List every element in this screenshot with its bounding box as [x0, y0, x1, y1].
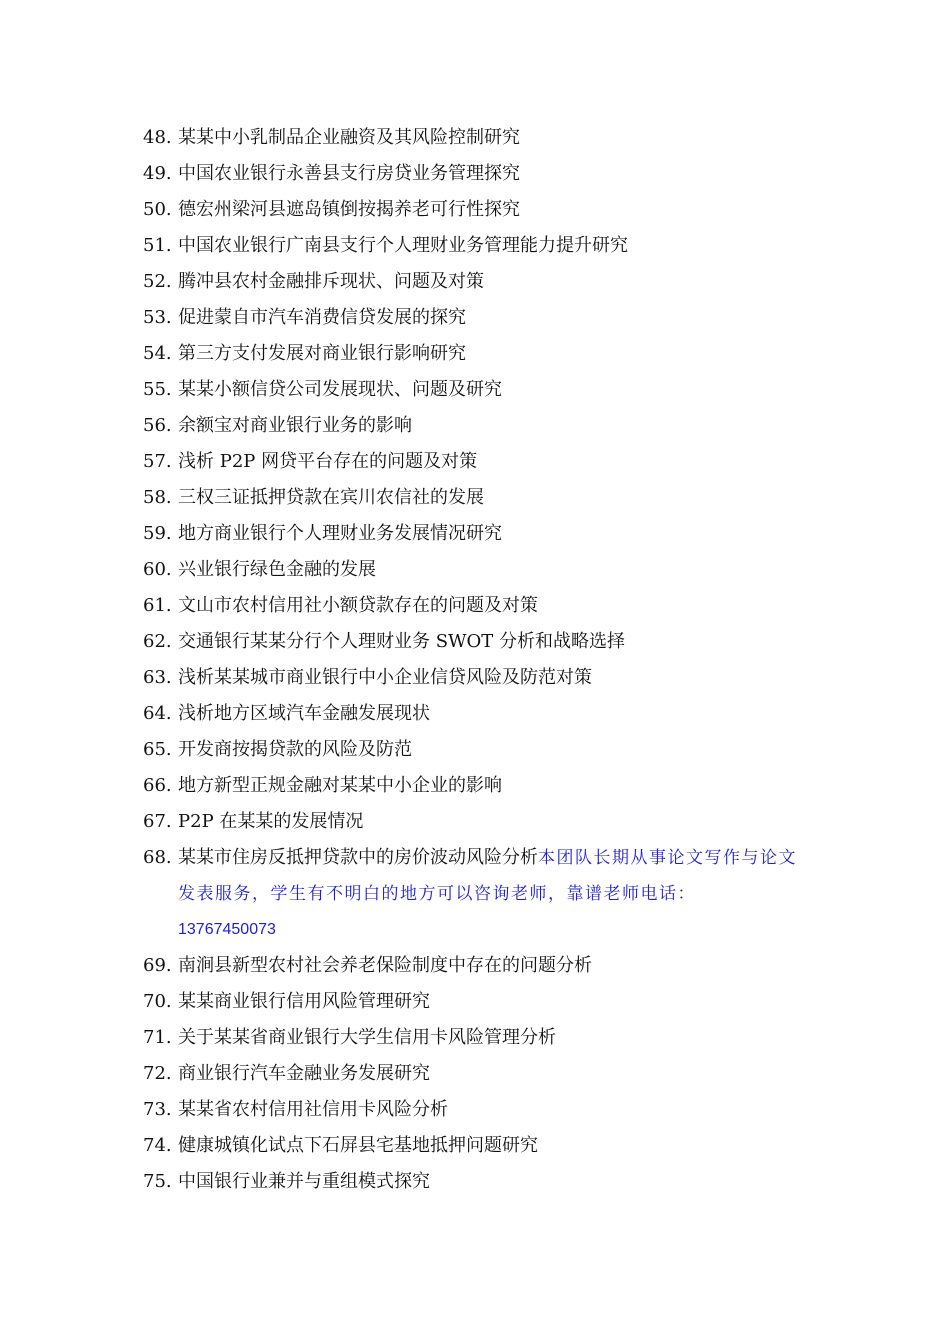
item-number: 51. — [143, 235, 172, 256]
item-number: 71. — [143, 1027, 172, 1048]
item-title: 浅析地方区域汽车金融发展现状 — [178, 703, 430, 724]
item-number: 57. — [143, 451, 172, 472]
item-number: 63. — [143, 667, 172, 688]
list-item — [143, 984, 808, 1020]
list-item — [143, 552, 808, 588]
item-number: 67. — [143, 811, 172, 832]
item-number: 69. — [143, 955, 172, 976]
list-item — [143, 660, 808, 696]
item-number: 65. — [143, 739, 172, 760]
item-title: 腾冲县农村金融排斥现状、问题及对策 — [178, 271, 484, 292]
item-number: 64. — [143, 703, 172, 724]
list-item — [143, 804, 808, 840]
item-title: 中国银行业兼并与重组模式探究 — [178, 1171, 430, 1192]
list-item — [143, 1020, 808, 1056]
item-title: 南涧县新型农村社会养老保险制度中存在的问题分析 — [178, 955, 592, 976]
item-title: P2P 在某某的发展情况 — [178, 811, 364, 832]
list-item — [143, 1056, 808, 1092]
item-title: 地方商业银行个人理财业务发展情况研究 — [178, 523, 502, 544]
item-number: 49. — [143, 163, 172, 184]
list-item — [143, 516, 808, 552]
item-title: 第三方支付发展对商业银行影响研究 — [178, 343, 466, 364]
item-title: 健康城镇化试点下石屏县宅基地抵押问题研究 — [178, 1135, 538, 1156]
item-number: 52. — [143, 271, 172, 292]
list-item — [143, 156, 808, 192]
item-title: 某某省农村信用社信用卡风险分析 — [178, 1099, 448, 1120]
item-number: 75. — [143, 1171, 172, 1192]
item-title: 浅析 P2P 网贷平台存在的问题及对策 — [178, 451, 478, 472]
item-number: 56. — [143, 415, 172, 436]
item-title: 余额宝对商业银行业务的影响 — [178, 415, 412, 436]
item-number: 68. — [143, 847, 172, 868]
item-number: 54. — [143, 343, 172, 364]
item-text-with-ad — [178, 840, 808, 948]
item-number: 62. — [143, 631, 172, 652]
list-item — [143, 588, 808, 624]
list-item — [143, 1092, 808, 1128]
item-title: 交通银行某某分行个人理财业务 SWOT 分析和战略选择 — [178, 631, 626, 652]
item-title: 开发商按揭贷款的风险及防范 — [178, 739, 412, 760]
item-title: 中国农业银行永善县支行房贷业务管理探究 — [178, 163, 520, 184]
ad-phone: 13767450073 — [178, 921, 276, 938]
list-item — [143, 1164, 808, 1200]
item-title: 兴业银行绿色金融的发展 — [178, 559, 376, 580]
item-title: 某某市住房反抵押贷款中的房价波动风险分析 — [178, 847, 538, 868]
item-title: 关于某某省商业银行大学生信用卡风险管理分析 — [178, 1027, 556, 1048]
item-title: 商业银行汽车金融业务发展研究 — [178, 1063, 430, 1084]
list-item — [143, 732, 808, 768]
item-number: 72. — [143, 1063, 172, 1084]
item-number: 61. — [143, 595, 172, 616]
list-item — [143, 336, 808, 372]
item-title: 中国农业银行广南县支行个人理财业务管理能力提升研究 — [178, 235, 628, 256]
item-title: 某某中小乳制品企业融资及其风险控制研究 — [178, 127, 520, 148]
item-title: 地方新型正规金融对某某中小企业的影响 — [178, 775, 502, 796]
item-number: 59. — [143, 523, 172, 544]
list-item — [143, 696, 808, 732]
list-item — [143, 192, 808, 228]
list-item — [143, 264, 808, 300]
list-item — [143, 444, 808, 480]
item-number: 48. — [143, 127, 172, 148]
list-item — [143, 768, 808, 804]
item-title: 浅析某某城市商业银行中小企业信贷风险及防范对策 — [178, 667, 592, 688]
list-item — [143, 120, 808, 156]
item-number: 66. — [143, 775, 172, 796]
item-number: 50. — [143, 199, 172, 220]
topic-list — [143, 120, 808, 1200]
list-item — [143, 1128, 808, 1164]
list-item — [143, 300, 808, 336]
ad-text: 本团队长期从事论文写作与论文发表服务，学生有不明白的地方可以咨询老师，靠谱老师电话： — [178, 848, 797, 904]
item-title: 三权三证抵押贷款在宾川农信社的发展 — [178, 487, 484, 508]
item-number: 53. — [143, 307, 172, 328]
list-item — [143, 840, 808, 948]
item-number: 58. — [143, 487, 172, 508]
item-title: 某某小额信贷公司发展现状、问题及研究 — [178, 379, 502, 400]
item-number: 55. — [143, 379, 172, 400]
list-item — [143, 408, 808, 444]
item-title: 促进蒙自市汽车消费信贷发展的探究 — [178, 307, 466, 328]
list-item — [143, 624, 808, 660]
list-item — [143, 480, 808, 516]
item-title: 文山市农村信用社小额贷款存在的问题及对策 — [178, 595, 538, 616]
list-item — [143, 948, 808, 984]
list-item — [143, 372, 808, 408]
item-title: 某某商业银行信用风险管理研究 — [178, 991, 430, 1012]
list-item — [143, 228, 808, 264]
item-number: 70. — [143, 991, 172, 1012]
item-title: 德宏州梁河县遮岛镇倒按揭养老可行性探究 — [178, 199, 520, 220]
item-number: 74. — [143, 1135, 172, 1156]
item-number: 73. — [143, 1099, 172, 1120]
item-number: 60. — [143, 559, 172, 580]
